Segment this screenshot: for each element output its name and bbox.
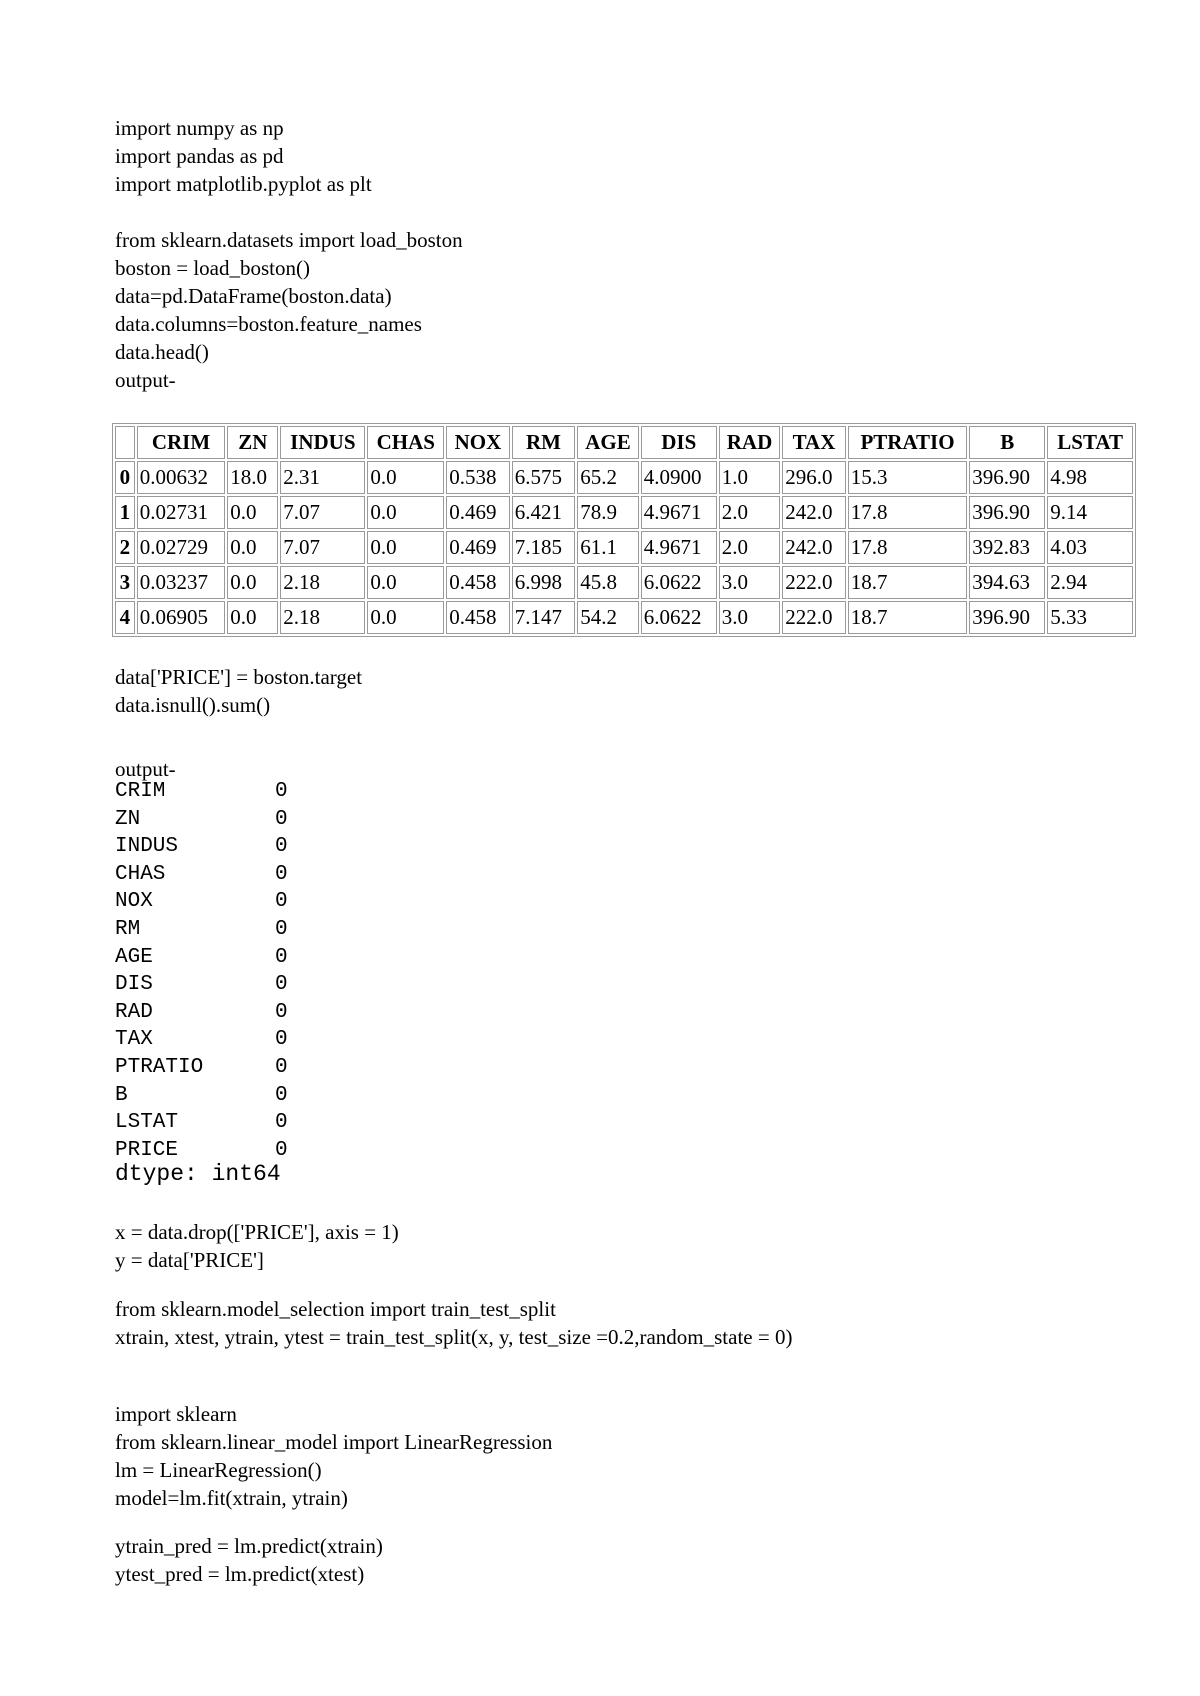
null-count-value: 0: [275, 890, 288, 914]
table-cell: 65.2: [577, 461, 638, 494]
table-row: [115, 601, 1133, 634]
row-index: 3: [115, 566, 135, 599]
null-count-row: [115, 1054, 288, 1082]
null-count-row: [115, 833, 288, 861]
column-header: PTRATIO: [848, 426, 967, 459]
null-count-value: 0: [275, 780, 288, 803]
column-header: RAD: [719, 426, 780, 459]
table-cell: 0.0: [367, 601, 444, 634]
column-header: TAX: [782, 426, 846, 459]
feature-name: INDUS: [115, 835, 179, 859]
table-cell: 0.0: [227, 531, 278, 564]
code-line: from sklearn.linear_model import LinearRegression: [115, 1430, 553, 1454]
table-cell: 5.33: [1047, 601, 1133, 634]
table-row: [115, 566, 1133, 599]
table-row: [115, 496, 1133, 529]
column-header: LSTAT: [1047, 426, 1133, 459]
feature-name: TAX: [115, 1028, 153, 1052]
table-cell: 0.0: [367, 531, 444, 564]
table-cell: 0.458: [446, 566, 510, 599]
table-header-row: [115, 426, 1133, 459]
add-price-code: [115, 663, 362, 719]
table-cell: 0.02729: [137, 531, 226, 564]
code-line: ytrain_pred = lm.predict(xtrain): [115, 1534, 383, 1558]
feature-name: RM: [115, 917, 141, 941]
column-header: RM: [512, 426, 576, 459]
table-cell: 6.0622: [641, 601, 717, 634]
code-line: y = data['PRICE']: [115, 1248, 264, 1272]
null-count-row: [115, 861, 288, 889]
table-cell: 0.0: [227, 496, 278, 529]
table-cell: 7.147: [512, 601, 576, 634]
code-line: xtrain, xtest, ytrain, ytest = train_test_split(x, y, test_size =0.2,random_state = 0): [115, 1325, 793, 1349]
null-count-row: [115, 916, 288, 944]
table-cell: 7.185: [512, 531, 576, 564]
table-cell: 3.0: [719, 601, 780, 634]
code-line: import sklearn: [115, 1402, 237, 1426]
column-header: B: [969, 426, 1045, 459]
table-cell: 17.8: [848, 496, 967, 529]
table-cell: 4.9671: [641, 531, 717, 564]
table-cell: 4.03: [1047, 531, 1133, 564]
code-line: data['PRICE'] = boston.target: [115, 665, 363, 689]
load-data-code: [115, 226, 463, 394]
column-header: CRIM: [137, 426, 226, 459]
feature-name: ZN: [115, 807, 141, 831]
feature-name: CRIM: [115, 780, 166, 803]
feature-name: RAD: [115, 1000, 153, 1024]
table-cell: 0.0: [367, 461, 444, 494]
null-counts-list: [115, 778, 288, 1164]
imports-code: [115, 114, 372, 198]
null-count-value: 0: [275, 973, 288, 997]
table-cell: 18.7: [848, 601, 967, 634]
code-line: data=pd.DataFrame(boston.data): [115, 284, 392, 308]
table-cell: 18.7: [848, 566, 967, 599]
null-count-row: [115, 944, 288, 972]
table-cell: 4.98: [1047, 461, 1133, 494]
table-cell: 7.07: [280, 496, 365, 529]
code-line: from sklearn.datasets import load_boston: [115, 228, 463, 252]
feature-name: CHAS: [115, 862, 166, 886]
null-count-value: 0: [275, 1055, 288, 1079]
table-cell: 2.18: [280, 601, 365, 634]
table-cell: 15.3: [848, 461, 967, 494]
column-header: AGE: [577, 426, 638, 459]
table-cell: 0.0: [367, 566, 444, 599]
table-cell: 2.0: [719, 531, 780, 564]
table-cell: 396.90: [969, 461, 1045, 494]
table-cell: 6.998: [512, 566, 576, 599]
null-count-value: 0: [275, 945, 288, 969]
null-count-value: 0: [275, 807, 288, 831]
code-line: import pandas as pd: [115, 144, 284, 168]
feature-name: PTRATIO: [115, 1055, 204, 1079]
table-cell: 2.18: [280, 566, 365, 599]
code-line: import matplotlib.pyplot as plt: [115, 172, 372, 196]
table-cell: 6.421: [512, 496, 576, 529]
null-count-value: 0: [275, 862, 288, 886]
table-cell: 7.07: [280, 531, 365, 564]
null-count-value: 0: [275, 1111, 288, 1135]
table-cell: 6.0622: [641, 566, 717, 599]
table-cell: 0.469: [446, 531, 510, 564]
code-line: data.isnull().sum(): [115, 693, 271, 717]
null-count-row: [115, 971, 288, 999]
row-index: 0: [115, 461, 135, 494]
table-row: [115, 531, 1133, 564]
code-line: boston = load_boston(): [115, 256, 310, 280]
model-code: [115, 1400, 552, 1512]
table-cell: 0.0: [227, 566, 278, 599]
table-cell: 396.90: [969, 496, 1045, 529]
code-line: data.head(): [115, 340, 209, 364]
table-cell: 222.0: [782, 601, 846, 634]
table-cell: 3.0: [719, 566, 780, 599]
code-line: from sklearn.model_selection import train_test_split: [115, 1297, 556, 1321]
table-cell: 17.8: [848, 531, 967, 564]
table-cell: 6.575: [512, 461, 576, 494]
table-cell: 394.63: [969, 566, 1045, 599]
column-header: NOX: [446, 426, 510, 459]
table-cell: 0.00632: [137, 461, 226, 494]
output-label: output-: [115, 757, 176, 781]
feature-name: PRICE: [115, 1138, 179, 1162]
split-xy-code: [115, 1218, 399, 1274]
train-test-code: [115, 1295, 792, 1351]
table-cell: 0.02731: [137, 496, 226, 529]
code-line: ytest_pred = lm.predict(xtest): [115, 1562, 365, 1586]
row-index: 1: [115, 496, 135, 529]
table-row: [115, 461, 1133, 494]
table-cell: 78.9: [577, 496, 638, 529]
row-index: 4: [115, 601, 135, 634]
code-line: lm = LinearRegression(): [115, 1458, 322, 1482]
table-cell: 296.0: [782, 461, 846, 494]
table-cell: 54.2: [577, 601, 638, 634]
column-header: INDUS: [280, 426, 365, 459]
column-header: DIS: [641, 426, 717, 459]
dtype-line: dtype: int64: [115, 1161, 281, 1187]
feature-name: NOX: [115, 890, 153, 914]
table-cell: 4.9671: [641, 496, 717, 529]
null-count-value: 0: [275, 835, 288, 859]
null-count-value: 0: [275, 917, 288, 941]
null-count-row: [115, 806, 288, 834]
table-cell: 242.0: [782, 496, 846, 529]
code-line: model=lm.fit(xtrain, ytrain): [115, 1486, 348, 1510]
table-cell: 0.03237: [137, 566, 226, 599]
null-count-row: [115, 1026, 288, 1054]
null-count-row: [115, 778, 288, 806]
predict-code: [115, 1532, 383, 1588]
code-line: x = data.drop(['PRICE'], axis = 1): [115, 1220, 399, 1244]
table-cell: 0.06905: [137, 601, 226, 634]
feature-name: AGE: [115, 945, 153, 969]
feature-name: B: [115, 1083, 128, 1107]
table-cell: 4.0900: [641, 461, 717, 494]
table-cell: 61.1: [577, 531, 638, 564]
null-count-value: 0: [275, 1138, 288, 1162]
table-cell: 222.0: [782, 566, 846, 599]
table-cell: 1.0: [719, 461, 780, 494]
table-cell: 45.8: [577, 566, 638, 599]
table-cell: 0.458: [446, 601, 510, 634]
null-count-value: 0: [275, 1083, 288, 1107]
table-cell: 9.14: [1047, 496, 1133, 529]
column-header: ZN: [227, 426, 278, 459]
null-count-row: [115, 888, 288, 916]
column-header: CHAS: [367, 426, 444, 459]
feature-name: LSTAT: [115, 1111, 179, 1135]
table-cell: 2.94: [1047, 566, 1133, 599]
column-header: [115, 426, 135, 459]
head-table: [112, 423, 1136, 637]
code-line: import numpy as np: [115, 116, 284, 140]
table-cell: 2.31: [280, 461, 365, 494]
null-count-row: [115, 999, 288, 1027]
feature-name: DIS: [115, 973, 153, 997]
table-cell: 2.0: [719, 496, 780, 529]
table-cell: 392.83: [969, 531, 1045, 564]
null-count-value: 0: [275, 1028, 288, 1052]
table-cell: 0.538: [446, 461, 510, 494]
table-cell: 18.0: [227, 461, 278, 494]
table-cell: 396.90: [969, 601, 1045, 634]
code-line: data.columns=boston.feature_names: [115, 312, 422, 336]
output-label: output-: [115, 368, 176, 392]
null-count-row: [115, 1082, 288, 1110]
null-count-row: [115, 1109, 288, 1137]
null-count-value: 0: [275, 1000, 288, 1024]
table-cell: 0.0: [227, 601, 278, 634]
table-cell: 0.0: [367, 496, 444, 529]
row-index: 2: [115, 531, 135, 564]
table-cell: 242.0: [782, 531, 846, 564]
table-cell: 0.469: [446, 496, 510, 529]
